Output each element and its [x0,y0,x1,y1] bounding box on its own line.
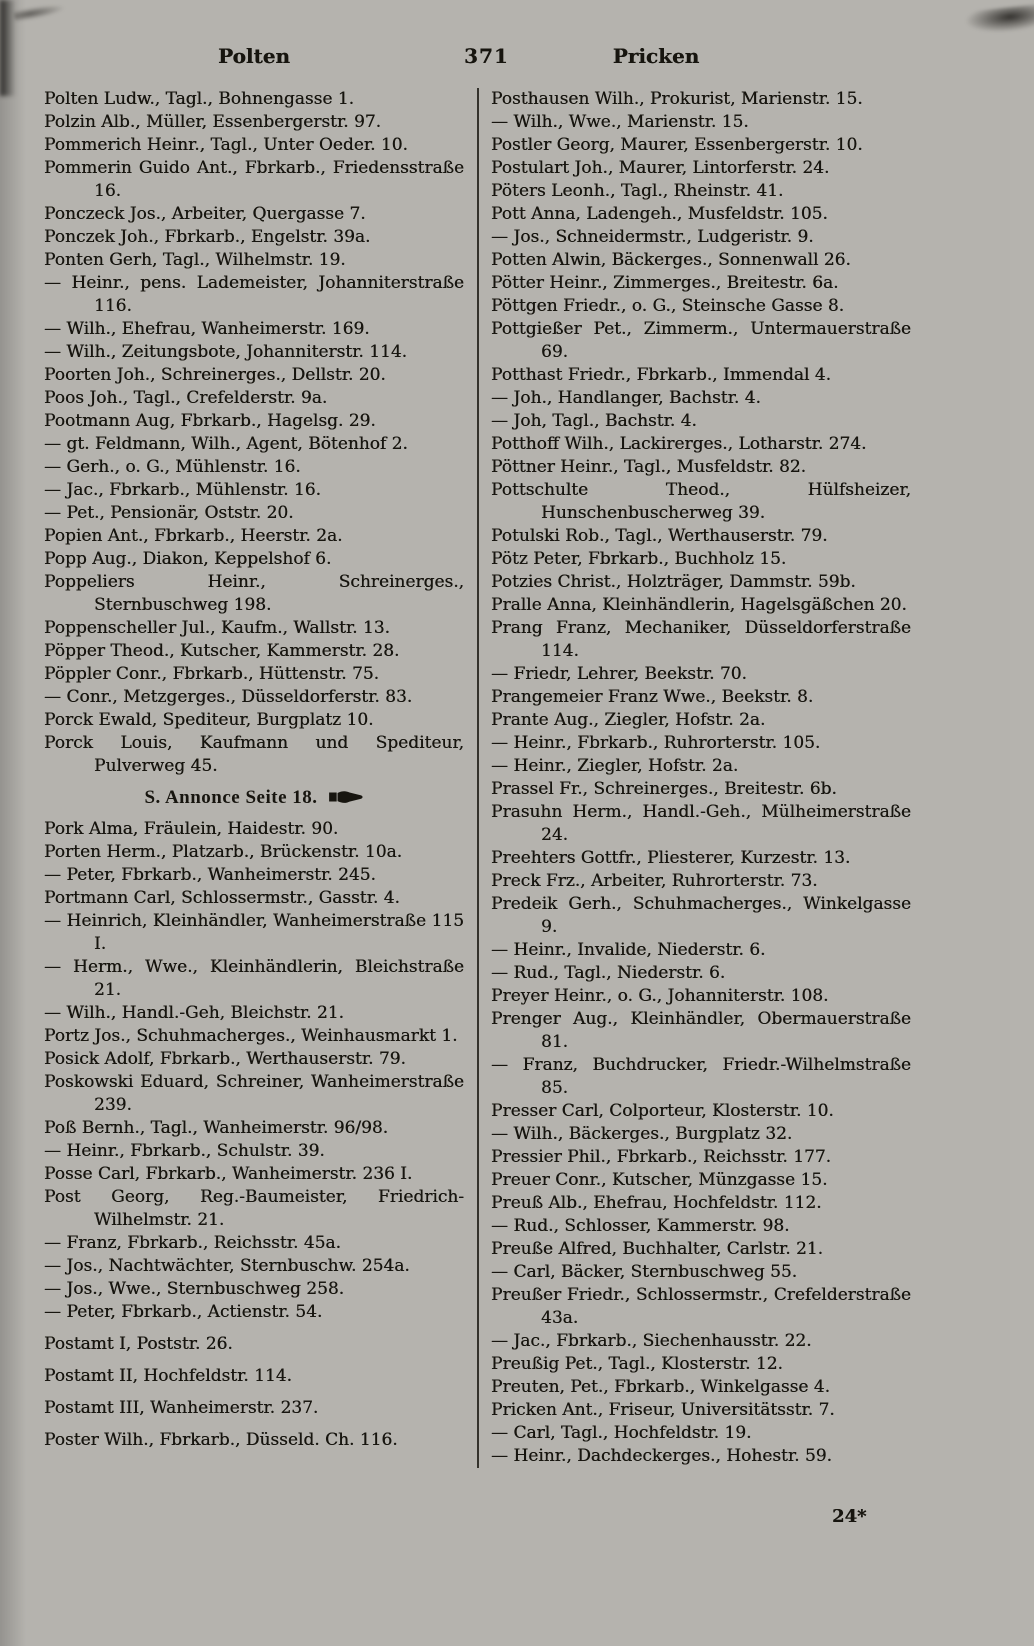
directory-entry: Preuten, Pet., Fbrkarb., Winkelgasse 4. [491,1377,830,1397]
directory-entry: Preck Frz., Arbeiter, Ruhrorterstr. 73. [491,871,818,891]
directory-entry: — Wilh., Bäckerges., Burgplatz 32. [491,1124,793,1144]
header-keyword-left: Polten [218,44,290,68]
directory-entry: Pommerich Heinr., Tagl., Unter Oeder. 10. [44,135,408,155]
directory-entry: — Joh., Handlanger, Bachstr. 4. [491,388,761,408]
directory-entry: Predeik Gerh., Schuhmacherges., Winkelgasse 9. [491,894,911,937]
directory-entry: Potulski Rob., Tagl., Werthauserstr. 79. [491,526,828,546]
directory-entry: — Jos., Schneidermstr., Ludgeristr. 9. [491,227,814,247]
annonce-text: S. Annonce Seite 18. [144,787,318,808]
directory-entry: Potten Alwin, Bäckerges., Sonnenwall 26. [491,250,851,270]
directory-entry: — Wilh., Handl.-Geh, Bleichstr. 21. [44,1003,344,1023]
directory-entry: Portz Jos., Schuhmacherges., Weinhausmarkt 1. [44,1026,458,1046]
directory-entry: Porck Louis, Kaufmann und Spediteur, Pulverweg 45. [44,733,464,776]
directory-entry: Presser Carl, Colporteur, Klosterstr. 10. [491,1101,834,1121]
entry-list-right [491,88,911,1468]
directory-entry: — Carl, Tagl., Hochfeldstr. 19. [491,1423,752,1443]
directory-entry: Poskowski Eduard, Schreiner, Wanheimerstraße 239. [44,1072,464,1115]
directory-entry: Prangemeier Franz Wwe., Beekstr. 8. [491,687,814,707]
directory-entry: — Heinrich, Kleinhändler, Wanheimerstraße 115 I. [44,911,464,954]
manicule-icon [328,789,364,805]
header-keyword-right: Pricken [612,44,700,68]
directory-entry: Ponczek Joh., Fbrkarb., Engelstr. 39a. [44,227,371,247]
directory-entry: Pressier Phil., Fbrkarb., Reichsstr. 177. [491,1147,831,1167]
directory-entry: — Pet., Pensionär, Oststr. 20. [44,503,294,523]
directory-entry: — Heinr., Fbrkarb., Schulstr. 39. [44,1141,325,1161]
directory-entry: — Conr., Metzgerges., Düsseldorferstr. 83. [44,687,413,707]
directory-entry: Pötter Heinr., Zimmerges., Breitestr. 6a. [491,273,839,293]
directory-entry: — Rud., Tagl., Niederstr. 6. [491,963,726,983]
directory-entry: Pöttgen Friedr., o. G., Steinsche Gasse 8. [491,296,845,316]
directory-entry: Preußig Pet., Tagl., Klosterstr. 12. [491,1354,783,1374]
directory-entry: Preuer Conr., Kutscher, Münzgasse 15. [491,1170,828,1190]
directory-entry: — Jos., Nachtwächter, Sternbuschw. 254a. [44,1256,410,1276]
entry-list-after-annonce [44,818,464,1452]
directory-entry: Pöppler Conr., Fbrkarb., Hüttenstr. 75. [44,664,380,684]
directory-entry: Postamt I, Poststr. 26. [44,1334,233,1354]
directory-entry: Pöttner Heinr., Tagl., Musfeldstr. 82. [491,457,807,477]
left-column [44,88,464,1468]
column-divider [477,88,479,1468]
directory-entry: Pork Alma, Fräulein, Haidestr. 90. [44,819,339,839]
directory-entry: Postulart Joh., Maurer, Lintorferstr. 24. [491,158,830,178]
directory-entry: — Peter, Fbrkarb., Actienstr. 54. [44,1302,323,1322]
directory-entry: — Gerh., o. G., Mühlenstr. 16. [44,457,301,477]
directory-entry: Prante Aug., Ziegler, Hofstr. 2a. [491,710,766,730]
directory-entry: Pralle Anna, Kleinhändlerin, Hagelsgäßchen 20. [491,595,907,615]
directory-entry: Porck Ewald, Spediteur, Burgplatz 10. [44,710,374,730]
directory-entry: — Heinr., Dachdeckerges., Hohestr. 59. [491,1446,832,1466]
directory-entry: Pricken Ant., Friseur, Universitätsstr. 7. [491,1400,835,1420]
page-header [44,44,1000,68]
directory-entry: — Franz, Fbrkarb., Reichsstr. 45a. [44,1233,341,1253]
directory-entry: Pöters Leonh., Tagl., Rheinstr. 41. [491,181,784,201]
directory-entry: Pootmann Aug, Fbrkarb., Hagelsg. 29. [44,411,376,431]
directory-entry: — Joh, Tagl., Bachstr. 4. [491,411,697,431]
directory-entry: Posse Carl, Fbrkarb., Wanheimerstr. 236 I. [44,1164,413,1184]
directory-entry: Potthoff Wilh., Lackirerges., Lotharstr. 274. [491,434,867,454]
directory-entry: — Carl, Bäcker, Sternbuschweg 55. [491,1262,798,1282]
directory-entry: — gt. Feldmann, Wilh., Agent, Bötenhof 2. [44,434,408,454]
directory-entry: Poorten Joh., Schreinerges., Dellstr. 20. [44,365,386,385]
directory-entry: — Wilh., Zeitungsbote, Johanniterstr. 114. [44,342,408,362]
annonce-reference [44,787,464,809]
directory-entry: — Friedr, Lehrer, Beekstr. 70. [491,664,747,684]
signature-mark: 24* [832,1506,867,1527]
directory-entry: — Heinr., Ziegler, Hofstr. 2a. [491,756,739,776]
directory-entry: Popien Ant., Fbrkarb., Heerstr. 2a. [44,526,343,546]
directory-entry: — Jac., Fbrkarb., Siechenhausstr. 22. [491,1331,812,1351]
directory-entry: Posthausen Wilh., Prokurist, Marienstr. 15. [491,89,863,109]
directory-entry: Preuß Alb., Ehefrau, Hochfeldstr. 112. [491,1193,822,1213]
directory-entry: Pommerin Guido Ant., Fbrkarb., Friedensstraße 16. [44,158,464,201]
directory-entry: Prassel Fr., Schreinerges., Breitestr. 6b. [491,779,837,799]
directory-entry: Portmann Carl, Schlossermstr., Gasstr. 4. [44,888,400,908]
two-column-layout [44,88,1000,1468]
directory-entry: Postler Georg, Maurer, Essenbergerstr. 10. [491,135,863,155]
directory-entry: Poppeliers Heinr., Schreinerges., Sternbuschweg 198. [44,572,464,615]
directory-entry: Potzies Christ., Holzträger, Dammstr. 59b. [491,572,856,592]
directory-entry: Preyer Heinr., o. G., Johanniterstr. 108. [491,986,829,1006]
directory-entry: Pott Anna, Ladengeh., Musfeldstr. 105. [491,204,828,224]
directory-entry: Postamt III, Wanheimerstr. 237. [44,1398,319,1418]
directory-entry: Polten Ludw., Tagl., Bohnengasse 1. [44,89,355,109]
directory-entry: Poster Wilh., Fbrkarb., Düsseld. Ch. 116. [44,1430,398,1450]
directory-entry: Postamt II, Hochfeldstr. 114. [44,1366,292,1386]
directory-entry: Pötz Peter, Fbrkarb., Buchholz 15. [491,549,787,569]
directory-entry: Posick Adolf, Fbrkarb., Werthauserstr. 79. [44,1049,406,1069]
directory-entry: — Heinr., Invalide, Niederstr. 6. [491,940,766,960]
directory-entry: — Jos., Wwe., Sternbuschweg 258. [44,1279,345,1299]
directory-entry: Ponczeck Jos., Arbeiter, Quergasse 7. [44,204,366,224]
directory-entry: Prenger Aug., Kleinhändler, Obermauerstraße 81. [491,1009,911,1052]
right-column [491,88,911,1468]
directory-entry: Pöpper Theod., Kutscher, Kammerstr. 28. [44,641,400,661]
directory-entry: — Jac., Fbrkarb., Mühlenstr. 16. [44,480,321,500]
directory-entry: Prasuhn Herm., Handl.-Geh., Mülheimerstraße 24. [491,802,911,845]
directory-entry: — Heinr., Fbrkarb., Ruhrorterstr. 105. [491,733,821,753]
page-number: 371 [464,44,509,68]
directory-entry: — Peter, Fbrkarb., Wanheimerstr. 245. [44,865,376,885]
directory-entry: Ponten Gerh, Tagl., Wilhelmstr. 19. [44,250,346,270]
directory-entry: Polzin Alb., Müller, Essenbergerstr. 97. [44,112,381,132]
directory-entry: — Herm., Wwe., Kleinhändlerin, Bleichstraße 21. [44,957,464,1000]
directory-entry: Popp Aug., Diakon, Keppelshof 6. [44,549,332,569]
directory-entry: Preuße Alfred, Buchhalter, Carlstr. 21. [491,1239,824,1259]
directory-entry: Pottschulte Theod., Hülfsheizer, Hunschenbuscherweg 39. [491,480,911,523]
directory-entry: Prang Franz, Mechaniker, Düsseldorferstraße 114. [491,618,911,661]
directory-entry: Poppenscheller Jul., Kaufm., Wallstr. 13. [44,618,390,638]
directory-entry: Post Georg, Reg.-Baumeister, Friedrich-Wilhelmstr. 21. [44,1187,464,1230]
directory-entry: Preußer Friedr., Schlossermstr., Crefelderstraße 43a. [491,1285,911,1328]
directory-entry: Pottgießer Pet., Zimmerm., Untermauerstraße 69. [491,319,911,362]
directory-entry: Porten Herm., Platzarb., Brückenstr. 10a. [44,842,403,862]
directory-entry: — Rud., Schlosser, Kammerstr. 98. [491,1216,790,1236]
directory-entry: Poß Bernh., Tagl., Wanheimerstr. 96/98. [44,1118,389,1138]
directory-entry: — Wilh., Ehefrau, Wanheimerstr. 169. [44,319,370,339]
directory-entry: — Heinr., pens. Lademeister, Johanniterstraße 116. [44,273,464,316]
directory-entry: — Wilh., Wwe., Marienstr. 15. [491,112,749,132]
directory-entry: Preehters Gottfr., Pliesterer, Kurzestr. 13. [491,848,851,868]
directory-entry: Potthast Friedr., Fbrkarb., Immendal 4. [491,365,831,385]
entry-list-before-annonce [44,88,464,778]
directory-entry: Poos Joh., Tagl., Crefelderstr. 9a. [44,388,328,408]
directory-entry: — Franz, Buchdrucker, Friedr.-Wilhelmstraße 85. [491,1055,911,1098]
